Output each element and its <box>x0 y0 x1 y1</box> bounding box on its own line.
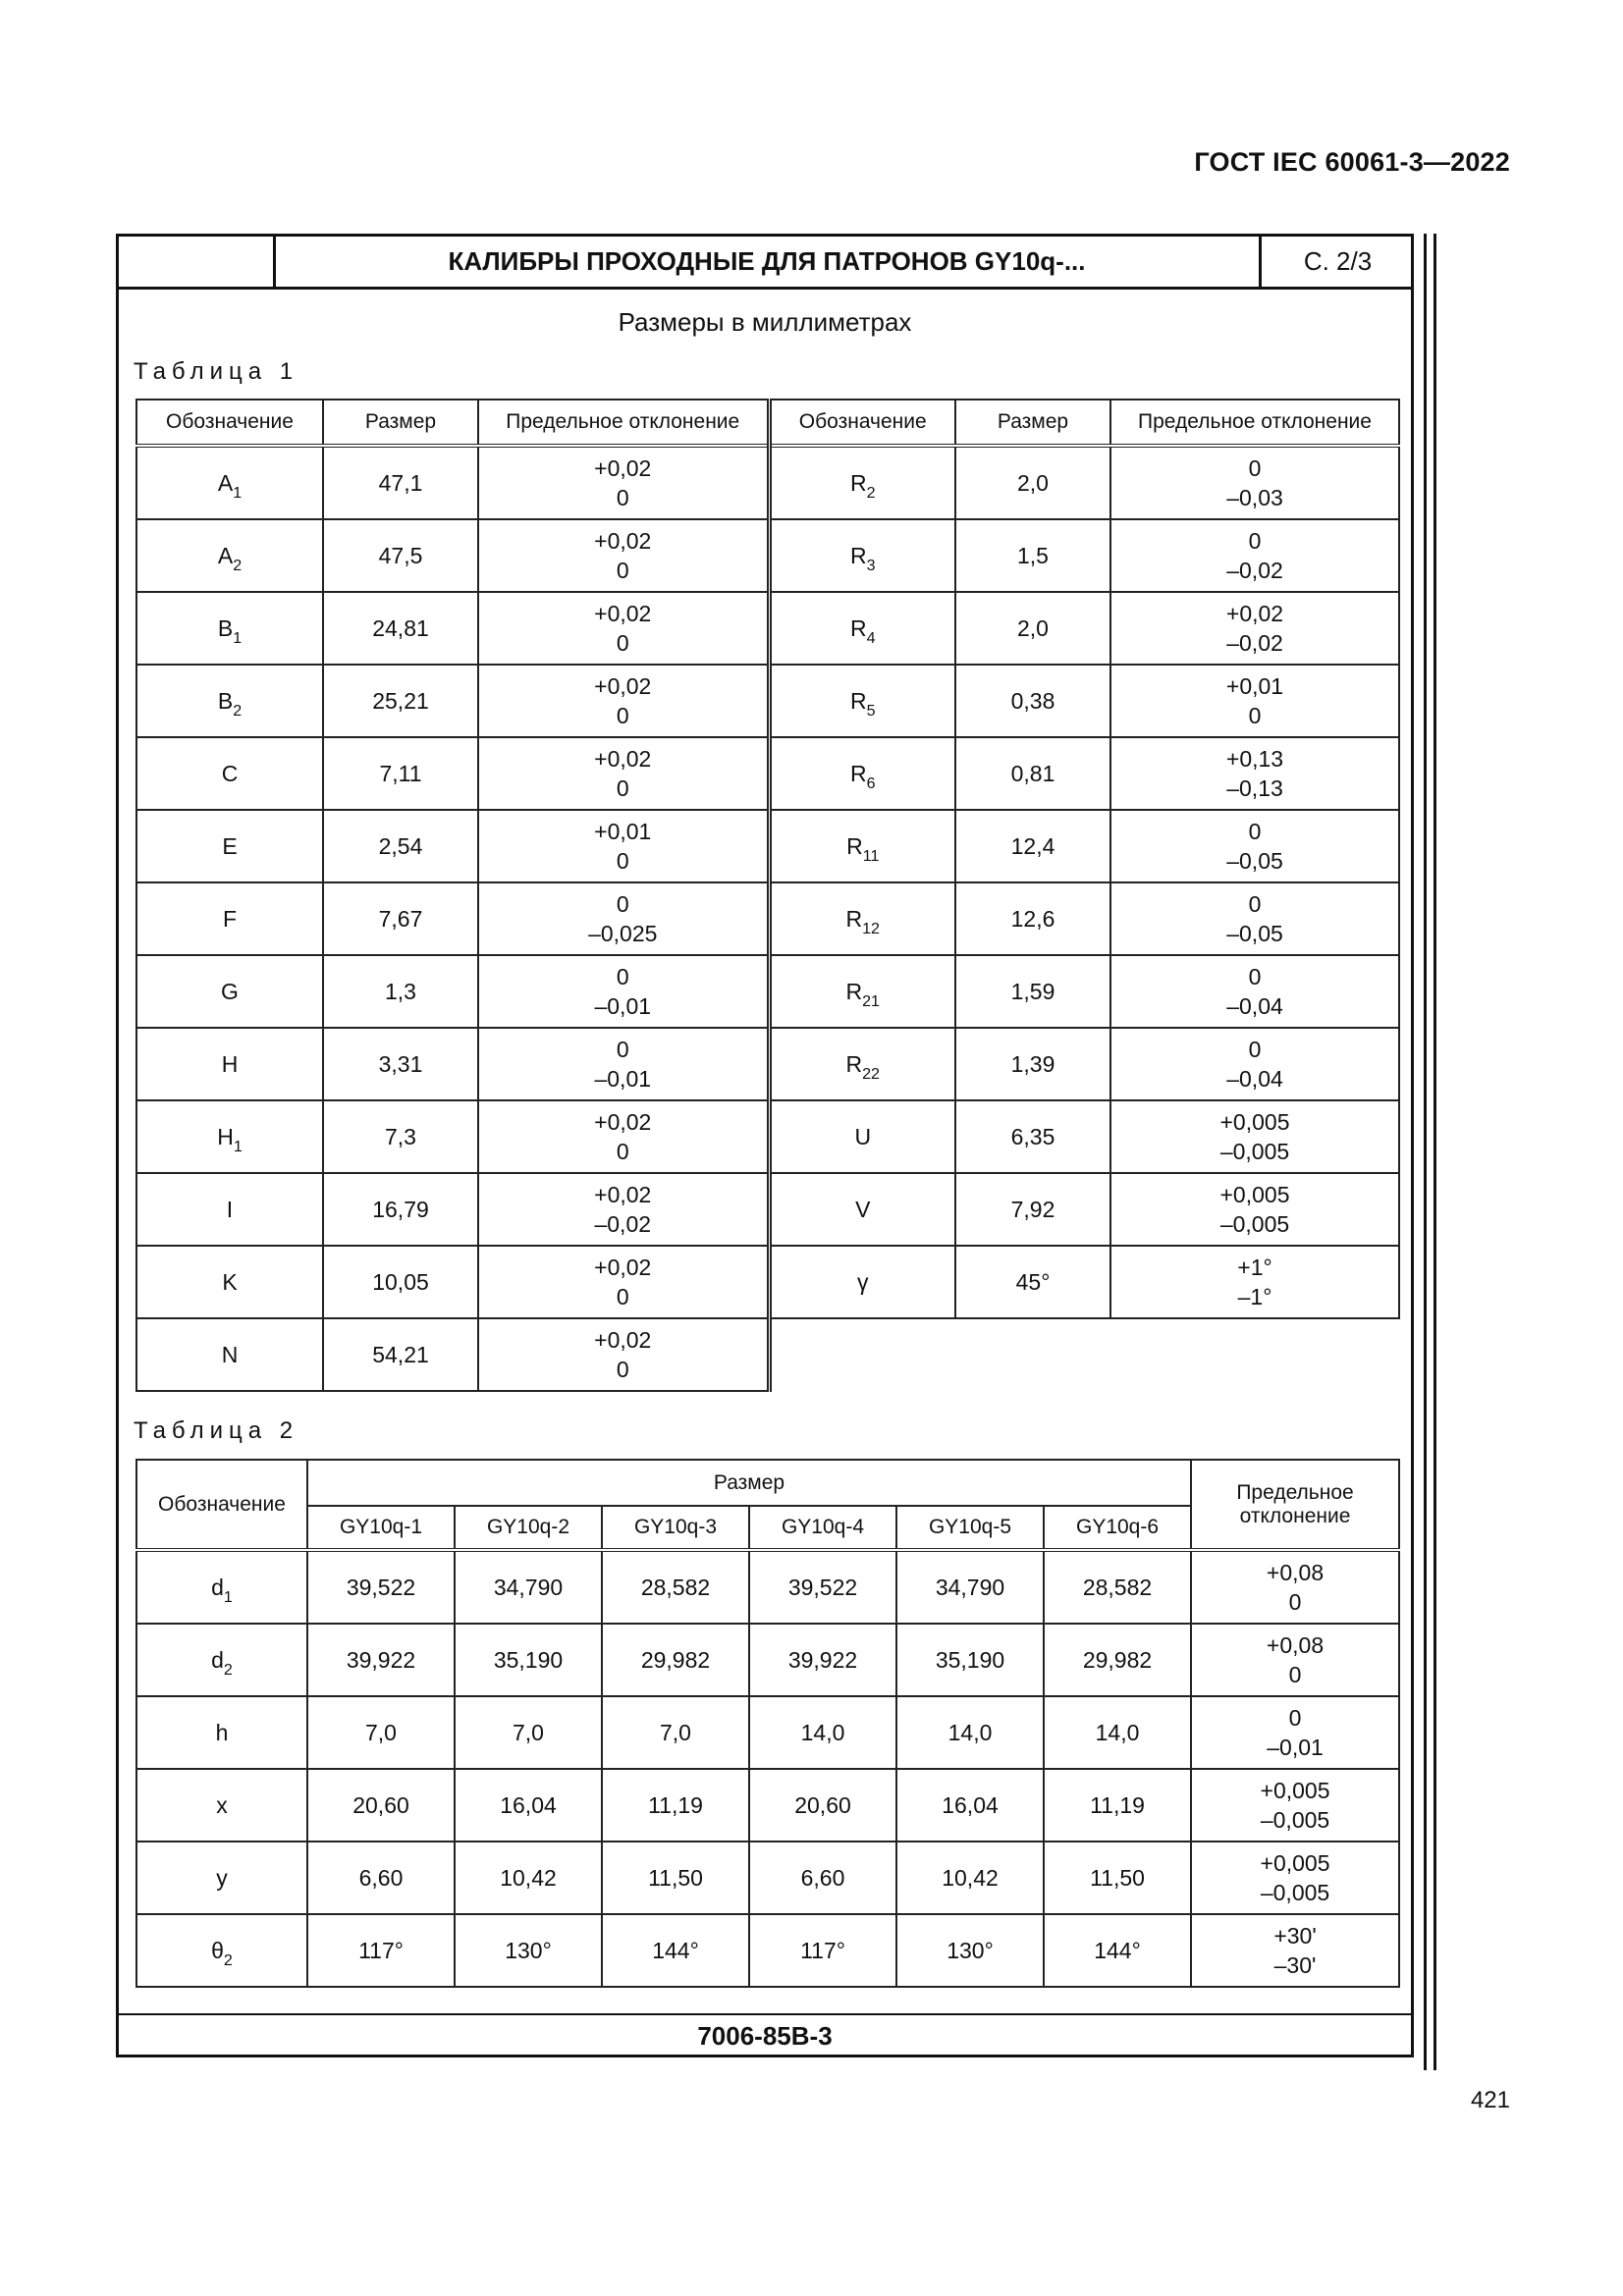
tolerance-cell <box>478 737 769 810</box>
upper-deviation: +0,005 <box>1219 1109 1290 1135</box>
designation-cell <box>769 1028 955 1100</box>
empty-cell <box>1110 1318 1399 1391</box>
t2-col-gy10q-6: GY10q-6 <box>1044 1506 1191 1550</box>
size-cell: 16,04 <box>455 1769 602 1842</box>
size-cell: 2,54 <box>323 810 478 882</box>
designation-subscript: 2 <box>223 1950 233 1969</box>
drawing-code: 7006-85B-3 <box>697 2020 833 2051</box>
empty-cell <box>769 1318 955 1391</box>
upper-deviation: +0,01 <box>1225 673 1284 699</box>
designation-cell <box>769 955 955 1028</box>
designation-subscript: 5 <box>866 701 876 720</box>
designation-cell <box>136 1318 323 1391</box>
size-cell: 47,1 <box>323 446 478 519</box>
designation-symbol: R <box>846 832 863 859</box>
designation-subscript: 1 <box>233 1137 243 1155</box>
tolerance-cell <box>1110 592 1399 665</box>
size-cell: 10,42 <box>455 1842 602 1914</box>
designation-symbol: A <box>217 542 234 568</box>
tolerance-cell <box>1191 1842 1399 1914</box>
table-row <box>136 737 1399 810</box>
t2-col-gy10q-3: GY10q-3 <box>602 1506 749 1550</box>
upper-deviation: +0,02 <box>594 601 652 626</box>
size-cell: 11,50 <box>602 1842 749 1914</box>
lower-deviation: –0,04 <box>1226 1066 1283 1092</box>
upper-deviation: +0,08 <box>1266 1632 1325 1658</box>
tolerance-cell <box>478 446 769 519</box>
upper-deviation: +0,02 <box>594 1255 652 1280</box>
designation-cell <box>769 810 955 882</box>
designation-symbol: γ <box>857 1268 869 1295</box>
size-cell: 28,582 <box>602 1550 749 1624</box>
designation-subscript: 4 <box>866 628 876 647</box>
designation-symbol: R <box>845 978 863 1004</box>
designation-subscript: 1 <box>223 1587 233 1606</box>
size-cell: 39,522 <box>749 1550 896 1624</box>
designation-cell <box>136 737 323 810</box>
lower-deviation: –0,02 <box>1226 630 1283 656</box>
size-cell: 6,60 <box>749 1842 896 1914</box>
designation-cell <box>769 592 955 665</box>
lower-deviation: –0,005 <box>1260 1807 1330 1833</box>
designation-cell <box>136 1246 323 1318</box>
t2-header-designation: Обозначение <box>136 1460 307 1550</box>
size-cell: 1,39 <box>955 1028 1110 1100</box>
size-cell: 10,05 <box>323 1246 478 1318</box>
designation-cell <box>136 1696 307 1769</box>
tolerance-cell <box>478 810 769 882</box>
size-cell: 54,21 <box>323 1318 478 1391</box>
designation-symbol: N <box>221 1341 239 1367</box>
tolerance-cell <box>1110 1246 1399 1318</box>
upper-deviation: +0,02 <box>594 673 652 699</box>
units-note: Размеры в миллиметрах <box>618 307 912 337</box>
designation-subscript: 2 <box>866 483 876 502</box>
lower-deviation: 0 <box>616 1139 629 1164</box>
designation-symbol: E <box>222 832 238 859</box>
lower-deviation: –30' <box>1273 1952 1317 1978</box>
tolerance-cell <box>1110 519 1399 592</box>
designation-cell <box>769 737 955 810</box>
designation-symbol: h <box>215 1719 229 1745</box>
t1-header-size-2: Размер <box>955 400 1110 446</box>
designation-symbol: R <box>849 614 867 641</box>
upper-deviation: 0 <box>1288 1705 1302 1731</box>
table-row <box>136 882 1399 955</box>
size-cell: 144° <box>602 1914 749 1987</box>
designation-symbol: F <box>222 905 238 932</box>
upper-deviation: 0 <box>1248 528 1262 554</box>
designation-cell <box>769 1246 955 1318</box>
table-row <box>136 1028 1399 1100</box>
table-row <box>136 1769 1399 1842</box>
designation-symbol: x <box>216 1791 228 1818</box>
designation-symbol: R <box>849 760 867 786</box>
designation-subscript: 2 <box>233 556 243 574</box>
size-cell: 130° <box>455 1914 602 1987</box>
lower-deviation: 0 <box>1288 1662 1302 1687</box>
t2-col-gy10q-5: GY10q-5 <box>896 1506 1044 1550</box>
tolerance-cell <box>1110 955 1399 1028</box>
designation-cell <box>136 1769 307 1842</box>
table-row <box>136 1246 1399 1318</box>
size-cell: 11,50 <box>1044 1842 1191 1914</box>
size-cell: 16,79 <box>323 1173 478 1246</box>
designation-cell <box>769 1173 955 1246</box>
tolerance-cell <box>478 955 769 1028</box>
designation-cell <box>769 446 955 519</box>
tolerance-cell <box>1191 1624 1399 1696</box>
designation-cell <box>136 810 323 882</box>
designation-symbol: d <box>211 1574 224 1600</box>
t1-header-tolerance-2: Предельное отклонение <box>1110 400 1399 446</box>
size-cell: 29,982 <box>1044 1624 1191 1696</box>
upper-deviation: 0 <box>616 891 629 917</box>
empty-cell <box>955 1318 1110 1391</box>
size-cell: 7,3 <box>323 1100 478 1173</box>
designation-symbol: K <box>222 1268 238 1295</box>
designation-cell <box>136 1624 307 1696</box>
size-cell: 1,5 <box>955 519 1110 592</box>
lower-deviation: –0,04 <box>1226 993 1283 1019</box>
upper-deviation: 0 <box>1248 964 1262 989</box>
size-cell: 47,5 <box>323 519 478 592</box>
size-cell: 25,21 <box>323 665 478 737</box>
size-cell: 35,190 <box>455 1624 602 1696</box>
designation-cell <box>136 1842 307 1914</box>
lower-deviation: 0 <box>616 558 629 583</box>
t2-col-gy10q-1: GY10q-1 <box>307 1506 455 1550</box>
table-row <box>136 1842 1399 1914</box>
table2-caption: Таблица 2 <box>134 1417 299 1444</box>
upper-deviation: 0 <box>1248 891 1262 917</box>
table-row <box>136 665 1399 737</box>
tolerance-cell <box>478 882 769 955</box>
table-row <box>136 955 1399 1028</box>
designation-symbol: R <box>849 687 867 714</box>
standard-header: ГОСТ IEC 60061-3—2022 <box>1194 147 1510 177</box>
upper-deviation: 0 <box>1248 819 1262 844</box>
designation-cell <box>769 1100 955 1173</box>
size-cell: 0,81 <box>955 737 1110 810</box>
tolerance-cell <box>1110 446 1399 519</box>
title-blank-cell <box>119 237 276 287</box>
size-cell: 130° <box>896 1914 1044 1987</box>
upper-deviation: +0,005 <box>1219 1182 1290 1207</box>
designation-subscript: 2 <box>233 701 243 720</box>
size-cell: 144° <box>1044 1914 1191 1987</box>
tolerance-cell <box>478 592 769 665</box>
table1-header-row <box>136 400 1399 446</box>
designation-subscript: 22 <box>862 1064 881 1083</box>
upper-deviation: +0,08 <box>1266 1560 1325 1585</box>
table-row <box>136 1100 1399 1173</box>
lower-deviation: –0,05 <box>1226 921 1283 946</box>
upper-deviation: +0,005 <box>1260 1850 1330 1876</box>
lower-deviation: 0 <box>616 775 629 801</box>
designation-cell <box>769 519 955 592</box>
size-cell: 28,582 <box>1044 1550 1191 1624</box>
size-cell: 14,0 <box>1044 1696 1191 1769</box>
t1-header-designation-2: Обозначение <box>769 400 955 446</box>
designation-subscript: 3 <box>866 556 876 574</box>
designation-symbol: d <box>211 1646 224 1673</box>
size-cell: 117° <box>749 1914 896 1987</box>
lower-deviation: 0 <box>1248 703 1262 728</box>
size-cell: 117° <box>307 1914 455 1987</box>
lower-deviation: 0 <box>616 703 629 728</box>
designation-symbol: R <box>849 469 867 496</box>
lower-deviation: –0,05 <box>1226 848 1283 874</box>
upper-deviation: +30' <box>1273 1923 1317 1949</box>
size-cell: 2,0 <box>955 446 1110 519</box>
lower-deviation: –0,005 <box>1219 1211 1290 1237</box>
designation-symbol: V <box>855 1196 871 1222</box>
upper-deviation: +0,02 <box>594 1327 652 1353</box>
designation-symbol: I <box>226 1196 234 1222</box>
tolerance-cell <box>1191 1769 1399 1842</box>
frame-edge-line <box>1434 234 1436 2070</box>
size-cell: 24,81 <box>323 592 478 665</box>
size-cell: 16,04 <box>896 1769 1044 1842</box>
size-cell: 7,0 <box>455 1696 602 1769</box>
upper-deviation: +0,01 <box>594 819 652 844</box>
designation-cell <box>136 446 323 519</box>
lower-deviation: 0 <box>616 1357 629 1382</box>
tolerance-cell <box>1191 1550 1399 1624</box>
tolerance-cell <box>1110 665 1399 737</box>
t2-header-size: Размер <box>307 1460 1191 1506</box>
designation-cell <box>136 592 323 665</box>
tolerance-cell <box>1110 737 1399 810</box>
size-cell: 45° <box>955 1246 1110 1318</box>
table-row <box>136 1550 1399 1624</box>
upper-deviation: +0,02 <box>594 455 652 481</box>
lower-deviation: –0,005 <box>1219 1139 1290 1164</box>
lower-deviation: –0,02 <box>1226 558 1283 583</box>
lower-deviation: –0,03 <box>1226 485 1283 510</box>
lower-deviation: –0,13 <box>1226 775 1283 801</box>
designation-symbol: H <box>217 1123 234 1149</box>
designation-subscript: 11 <box>862 846 880 865</box>
designation-subscript: 1 <box>233 483 243 502</box>
table-row <box>136 1914 1399 1987</box>
tolerance-cell <box>478 1246 769 1318</box>
drawing-frame <box>116 234 1414 2057</box>
size-cell: 12,6 <box>955 882 1110 955</box>
upper-deviation: +0,02 <box>1225 601 1284 626</box>
t2-col-gy10q-4: GY10q-4 <box>749 1506 896 1550</box>
frame-edge-line <box>1424 234 1427 2070</box>
size-cell: 14,0 <box>749 1696 896 1769</box>
sheet-page: С. 2/3 <box>1259 237 1414 287</box>
table2-header-row-1 <box>136 1460 1399 1506</box>
size-cell: 39,922 <box>749 1624 896 1696</box>
upper-deviation: +0,13 <box>1225 746 1284 772</box>
lower-deviation: –0,01 <box>594 993 652 1019</box>
size-cell: 6,60 <box>307 1842 455 1914</box>
table-row <box>136 446 1399 519</box>
size-cell: 34,790 <box>896 1550 1044 1624</box>
t2-header-tolerance: Предельное отклонение <box>1191 1460 1399 1550</box>
designation-subscript: 12 <box>862 919 881 937</box>
designation-symbol: θ <box>211 1937 224 1963</box>
size-cell: 2,0 <box>955 592 1110 665</box>
size-cell: 20,60 <box>307 1769 455 1842</box>
designation-symbol: A <box>217 469 234 496</box>
size-cell: 7,0 <box>602 1696 749 1769</box>
designation-subscript: 6 <box>866 774 876 792</box>
lower-deviation: 0 <box>616 848 629 874</box>
lower-deviation: –1° <box>1237 1284 1272 1309</box>
lower-deviation: –0,02 <box>594 1211 652 1237</box>
size-cell: 7,0 <box>307 1696 455 1769</box>
size-cell: 10,42 <box>896 1842 1044 1914</box>
upper-deviation: +0,02 <box>594 1182 652 1207</box>
size-cell: 12,4 <box>955 810 1110 882</box>
tolerance-cell <box>1110 1173 1399 1246</box>
size-cell: 6,35 <box>955 1100 1110 1173</box>
table1 <box>135 399 1400 1392</box>
t1-header-designation: Обозначение <box>136 400 323 446</box>
upper-deviation: 0 <box>1248 1037 1262 1062</box>
designation-cell <box>769 665 955 737</box>
sheet-title: КАЛИБРЫ ПРОХОДНЫЕ ДЛЯ ПАТРОНОВ GY10q-... <box>448 246 1086 276</box>
table-row <box>136 592 1399 665</box>
designation-symbol: U <box>854 1123 872 1149</box>
t1-header-tolerance: Предельное отклонение <box>478 400 769 446</box>
designation-cell <box>136 519 323 592</box>
tolerance-cell <box>1110 1100 1399 1173</box>
size-cell: 7,92 <box>955 1173 1110 1246</box>
table-row <box>136 519 1399 592</box>
designation-symbol: y <box>216 1864 228 1891</box>
lower-deviation: –0,01 <box>1267 1735 1324 1760</box>
tolerance-cell <box>478 1100 769 1173</box>
tolerance-cell <box>1191 1914 1399 1987</box>
tolerance-cell <box>1110 810 1399 882</box>
upper-deviation: +0,02 <box>594 528 652 554</box>
size-cell: 39,522 <box>307 1550 455 1624</box>
table2 <box>135 1459 1400 1988</box>
designation-symbol: R <box>845 905 863 932</box>
designation-symbol: B <box>217 614 234 641</box>
table-row <box>136 1624 1399 1696</box>
table-row <box>136 1173 1399 1246</box>
t1-header-size: Размер <box>323 400 478 446</box>
lower-deviation: –0,01 <box>594 1066 652 1092</box>
lower-deviation: 0 <box>1288 1589 1302 1615</box>
size-cell: 0,38 <box>955 665 1110 737</box>
upper-deviation: +1° <box>1237 1255 1272 1280</box>
table1-caption: Таблица 1 <box>134 358 299 385</box>
tolerance-cell <box>478 1318 769 1391</box>
size-cell: 20,60 <box>749 1769 896 1842</box>
size-cell: 29,982 <box>602 1624 749 1696</box>
tolerance-cell <box>478 1173 769 1246</box>
upper-deviation: 0 <box>616 1037 629 1062</box>
upper-deviation: +0,02 <box>594 746 652 772</box>
title-row <box>119 237 1411 290</box>
designation-subscript: 21 <box>862 991 881 1010</box>
designation-symbol: R <box>845 1050 863 1077</box>
designation-cell <box>136 1100 323 1173</box>
page-number: 421 <box>1470 2087 1510 2113</box>
tolerance-cell <box>478 519 769 592</box>
designation-symbol: H <box>221 1050 239 1077</box>
size-cell: 14,0 <box>896 1696 1044 1769</box>
size-cell: 11,19 <box>1044 1769 1191 1842</box>
designation-subscript: 1 <box>233 628 243 647</box>
tolerance-cell <box>478 1028 769 1100</box>
size-cell: 34,790 <box>455 1550 602 1624</box>
t2-col-gy10q-2: GY10q-2 <box>455 1506 602 1550</box>
designation-symbol: C <box>221 760 239 786</box>
table-row <box>136 1318 1399 1391</box>
designation-subscript: 2 <box>223 1660 233 1679</box>
size-cell: 7,67 <box>323 882 478 955</box>
upper-deviation: 0 <box>1248 455 1262 481</box>
designation-symbol: R <box>849 542 867 568</box>
designation-symbol: G <box>221 978 239 1004</box>
size-cell: 7,11 <box>323 737 478 810</box>
lower-deviation: –0,005 <box>1260 1880 1330 1905</box>
size-cell: 3,31 <box>323 1028 478 1100</box>
designation-cell <box>769 882 955 955</box>
size-cell: 39,922 <box>307 1624 455 1696</box>
designation-cell <box>136 1550 307 1624</box>
upper-deviation: 0 <box>616 964 629 989</box>
lower-deviation: –0,025 <box>588 921 658 946</box>
lower-deviation: 0 <box>616 630 629 656</box>
designation-cell <box>136 955 323 1028</box>
designation-cell <box>136 665 323 737</box>
tolerance-cell <box>1110 1028 1399 1100</box>
size-cell: 11,19 <box>602 1769 749 1842</box>
size-cell: 1,59 <box>955 955 1110 1028</box>
upper-deviation: +0,02 <box>594 1109 652 1135</box>
designation-cell <box>136 1028 323 1100</box>
table-row <box>136 810 1399 882</box>
size-cell: 35,190 <box>896 1624 1044 1696</box>
designation-cell <box>136 1914 307 1987</box>
tolerance-cell <box>1191 1696 1399 1769</box>
table-row <box>136 1696 1399 1769</box>
designation-symbol: B <box>217 687 234 714</box>
designation-cell <box>136 882 323 955</box>
designation-cell <box>136 1173 323 1246</box>
size-cell: 1,3 <box>323 955 478 1028</box>
lower-deviation: 0 <box>616 485 629 510</box>
upper-deviation: +0,005 <box>1260 1778 1330 1803</box>
tolerance-cell <box>478 665 769 737</box>
lower-deviation: 0 <box>616 1284 629 1309</box>
tolerance-cell <box>1110 882 1399 955</box>
